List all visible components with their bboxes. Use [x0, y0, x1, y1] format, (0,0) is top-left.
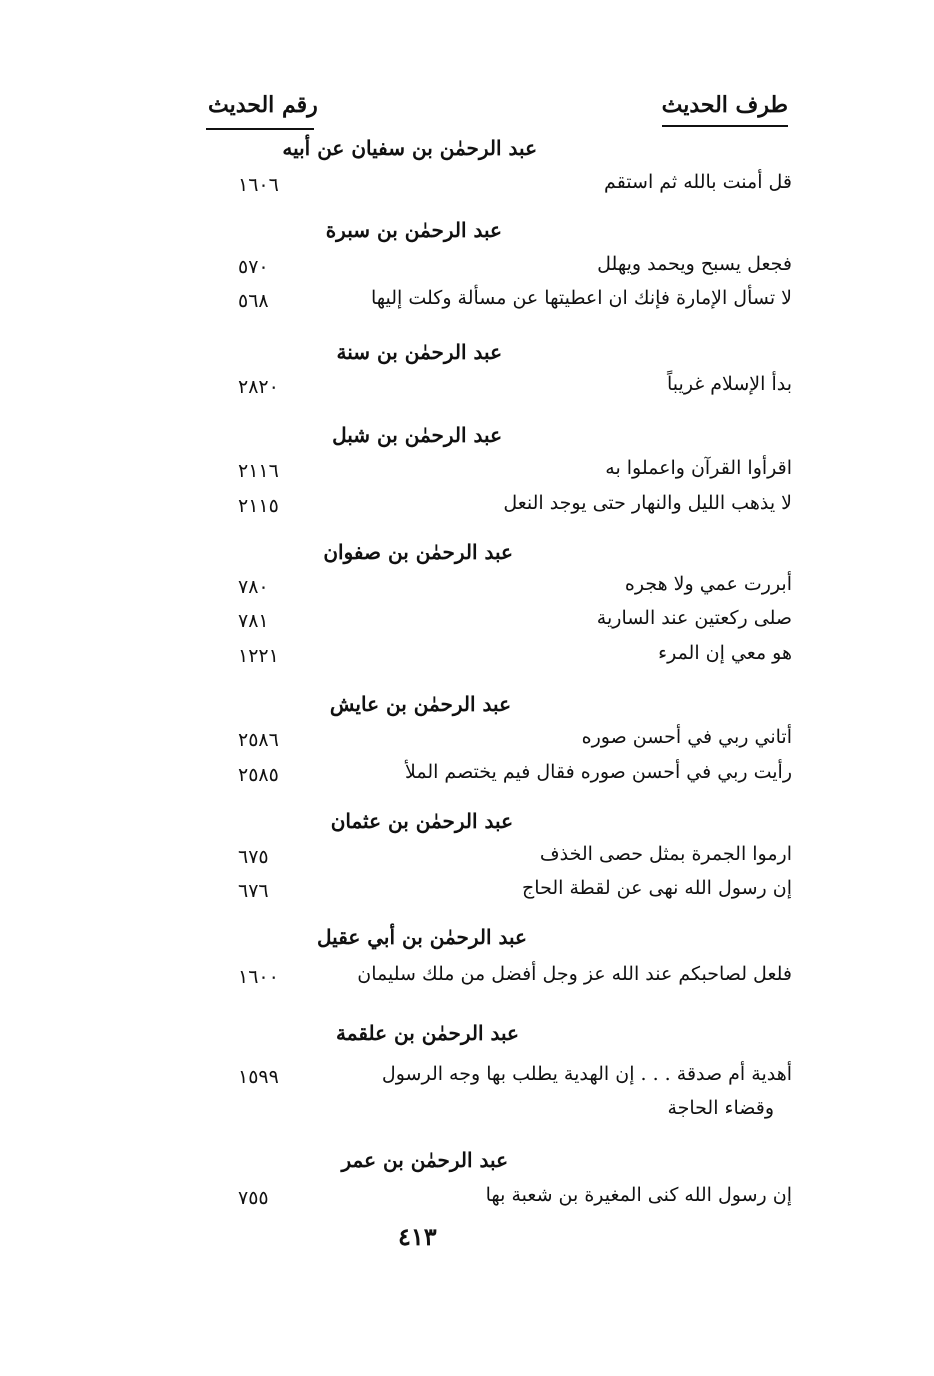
hadith-text: اقرأوا القرآن واعملوا به [605, 457, 792, 479]
header-underline-left [206, 128, 314, 130]
hadith-number: ١٦٠٠ [238, 966, 279, 988]
narrator-heading: عبد الرحمٰن بن عمر [341, 1148, 508, 1172]
hadith-text: أتاني ربي في أحسن صوره [581, 726, 792, 748]
hadith-text: فلعل لصاحبكم عند الله عز وجل أفضل من ملك سليمان [357, 963, 792, 985]
header-hadith-start: طرف الحديث [661, 92, 788, 118]
hadith-text: لا يذهب الليل والنهار حتى يوجد النعل [503, 492, 792, 514]
narrator-heading: عبد الرحمٰن بن سنة [336, 340, 502, 364]
hadith-number: ٢١١٦ [238, 460, 279, 482]
hadith-text: ارموا الجمرة بمثل حصى الخذف [539, 843, 792, 865]
hadith-text: هو معي إن المرء [658, 642, 792, 664]
narrator-heading: عبد الرحمٰن بن أبي عقيل [317, 925, 527, 949]
narrator-heading: عبد الرحمٰن بن سبرة [325, 218, 502, 242]
hadith-text: أهدية أم صدقة . . . إن الهدية يطلب بها وجه الرسول [381, 1063, 792, 1085]
header-underline-right [662, 125, 788, 127]
hadith-number: ٢٥٨٥ [238, 764, 279, 786]
header-hadith-number: رقم الحديث [208, 92, 318, 118]
hadith-number: ٥٧٠ [238, 256, 269, 278]
hadith-number: ٧٨٠ [238, 576, 269, 598]
hadith-text: بدأ الإسلام غريباً [667, 373, 792, 395]
narrator-heading: عبد الرحمٰن بن شبل [332, 423, 502, 447]
hadith-number: ٦٧٥ [238, 846, 269, 868]
hadith-number: ١٢٢١ [238, 645, 279, 667]
hadith-number: ٦٧٦ [238, 880, 269, 902]
narrator-heading: عبد الرحمٰن بن سفيان عن أبيه [282, 136, 537, 160]
hadith-number: ٢٨٢٠ [238, 376, 279, 398]
hadith-text: إن رسول الله كنى المغيرة بن شعبة بها [485, 1184, 792, 1206]
hadith-number: ٢٥٨٦ [238, 729, 279, 751]
hadith-text: صلى ركعتين عند السارية [596, 607, 792, 629]
hadith-number: ١٦٠٦ [238, 174, 279, 196]
hadith-number: ٧٨١ [238, 610, 269, 632]
hadith-text: أبررت عمي ولا هجره [624, 573, 792, 595]
narrator-heading: عبد الرحمٰن بن عايش [329, 692, 511, 716]
page-number: ٤١٣ [398, 1222, 437, 1251]
hadith-text: لا تسأل الإمارة فإنك ان اعطيتها عن مسألة وكلت إليها [370, 287, 792, 309]
hadith-number: ٧٥٥ [238, 1187, 269, 1209]
hadith-text-continuation: وقضاء الحاجة [667, 1097, 774, 1119]
narrator-heading: عبد الرحمٰن بن صفوان [323, 540, 513, 564]
hadith-number: ٥٦٨ [238, 290, 269, 312]
hadith-text: قل أمنت بالله ثم استقم [604, 171, 792, 193]
narrator-heading: عبد الرحمٰن بن عثمان [330, 809, 513, 833]
narrator-heading: عبد الرحمٰن بن علقمة [336, 1021, 519, 1045]
hadith-text: رأيت ربي في أحسن صوره فقال فيم يختصم الملأ [405, 761, 792, 783]
hadith-number: ٢١١٥ [238, 495, 279, 517]
hadith-text: إن رسول الله نهى عن لقطة الحاج [522, 877, 792, 899]
hadith-number: ١٥٩٩ [238, 1066, 279, 1088]
hadith-text: فجعل يسبح ويحمد ويهلل [597, 253, 792, 275]
